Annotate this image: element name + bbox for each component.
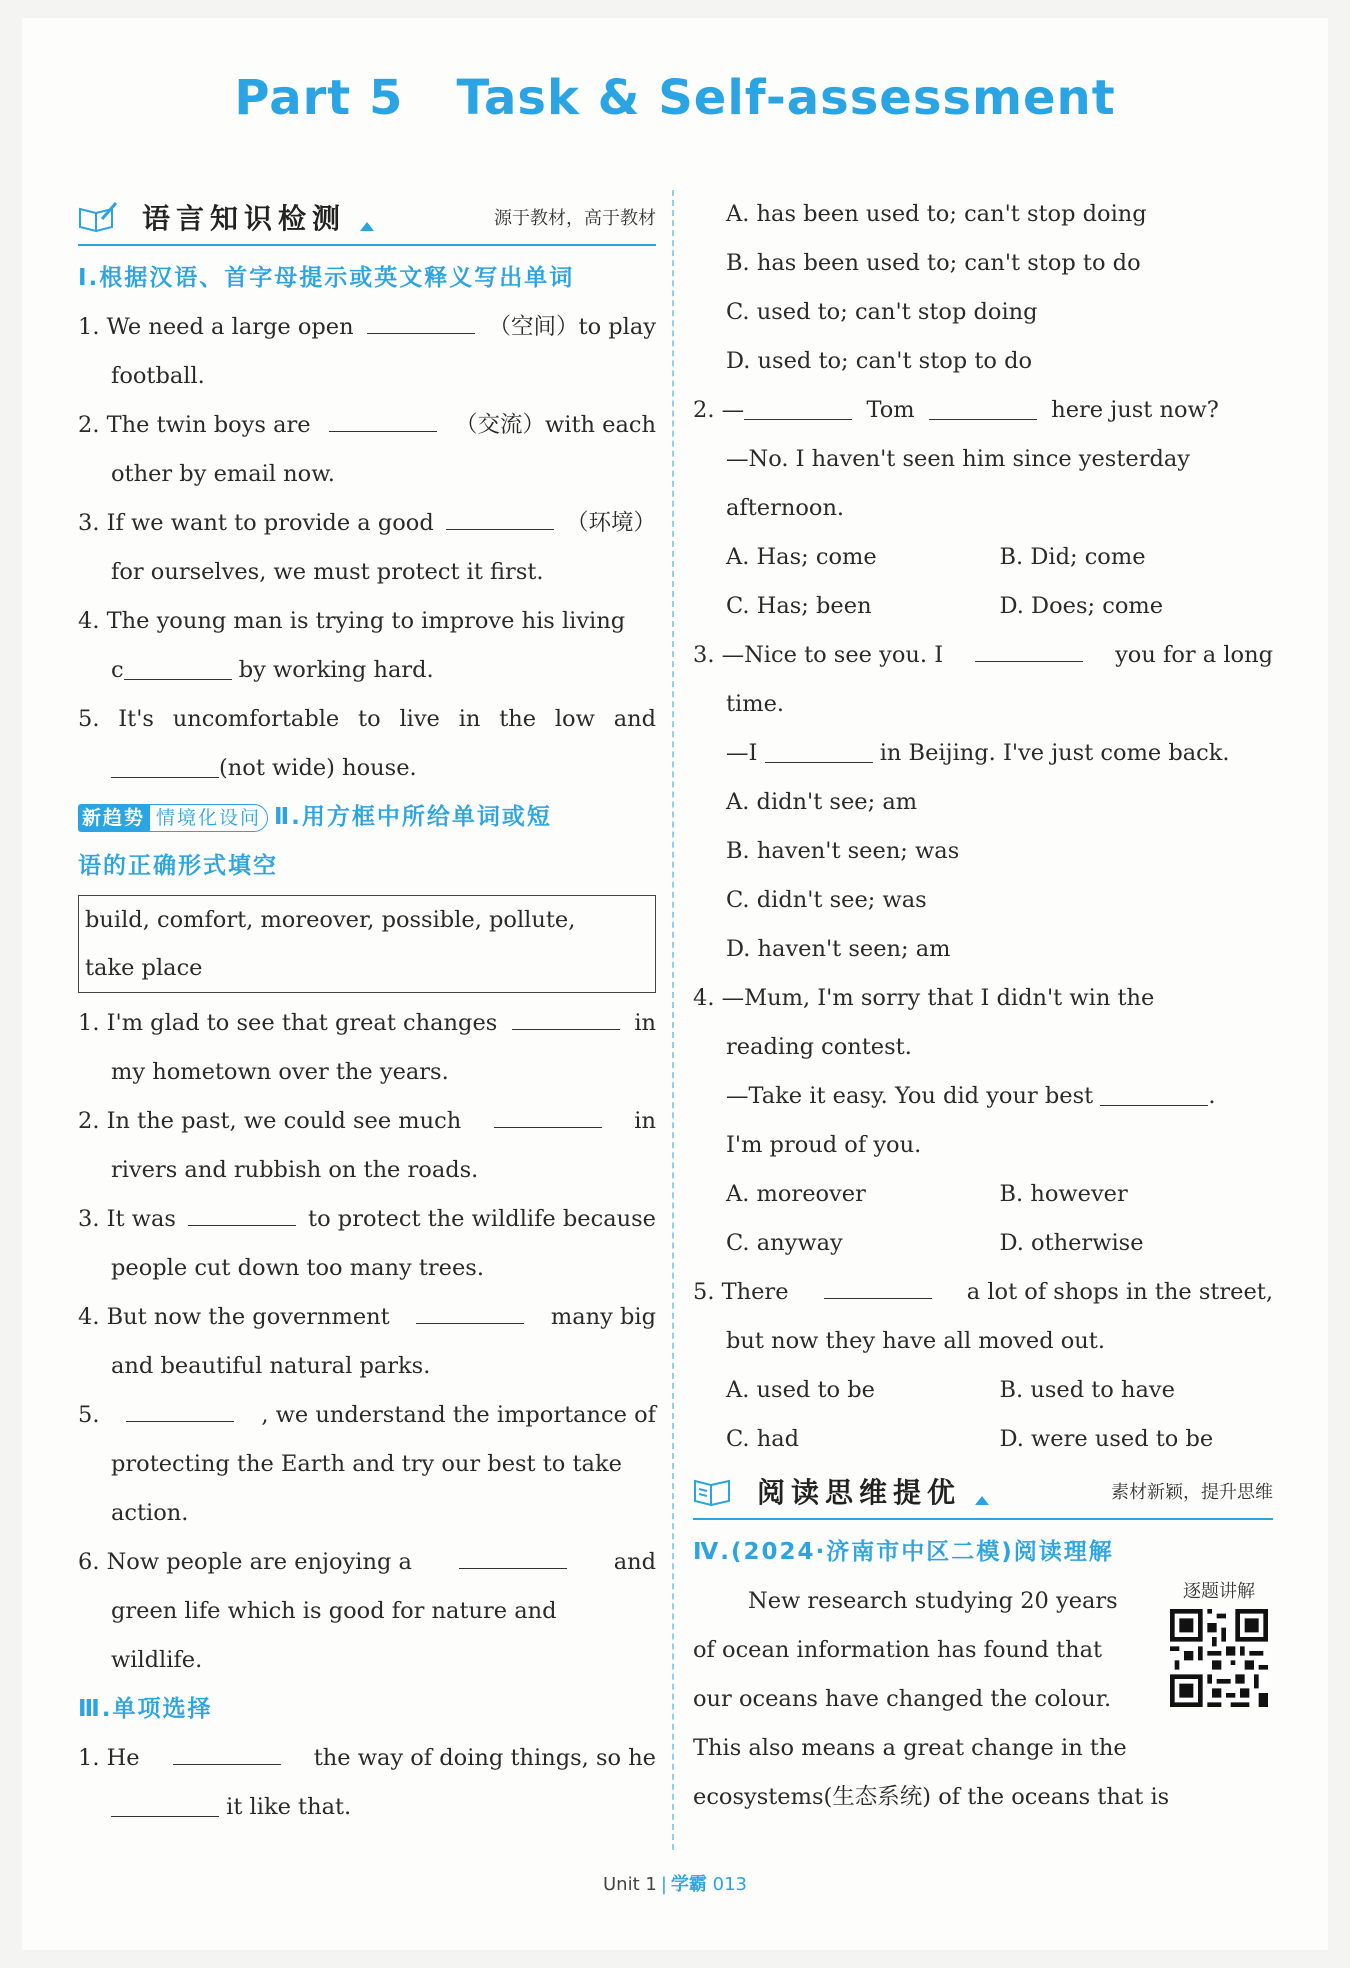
part4-title: Ⅳ.(2024·济南市中区二模)阅读理解: [693, 1539, 1114, 1565]
open-book-icon: [693, 1475, 733, 1507]
question-text: 2. In the past, we could see much: [78, 1108, 462, 1134]
part2-title: [78, 793, 656, 842]
question-text: you for a long: [1115, 642, 1273, 668]
question-text: （环境）: [565, 510, 656, 536]
question-text: （交流）with each: [455, 412, 656, 438]
answer-blank[interactable]: [329, 401, 437, 432]
question-line: [78, 499, 656, 548]
answer-blank[interactable]: [416, 1293, 524, 1324]
question-line: action.: [111, 1500, 189, 1526]
option-d[interactable]: D. Does; come: [999, 593, 1164, 619]
question-line: [78, 1538, 656, 1587]
question-line: [693, 729, 1273, 778]
question-line: —No. I haven't seen him since yesterday: [726, 446, 1190, 472]
answer-blank[interactable]: [124, 649, 232, 680]
option-a[interactable]: A. moreover: [726, 1181, 866, 1207]
answer-blank[interactable]: [446, 499, 554, 530]
question-line: [693, 631, 1273, 680]
section-heading: 阅读思维提优: [757, 1476, 962, 1509]
passage-text: New research studying 20 years: [748, 1588, 1118, 1614]
question-text: 1. I'm glad to see that great changes: [78, 1010, 498, 1036]
question-text: 4. But now the government: [78, 1304, 390, 1330]
answer-blank[interactable]: [173, 1734, 281, 1765]
answer-blank[interactable]: [111, 747, 219, 778]
passage-line: [693, 1577, 1208, 1626]
question-text: in: [634, 1108, 656, 1134]
option-row: [693, 582, 1273, 631]
option-line[interactable]: A. didn't see; am: [726, 789, 918, 815]
answer-blank[interactable]: [188, 1195, 296, 1226]
option-b[interactable]: B. Did; come: [999, 544, 1146, 570]
question-line: my hometown over the years.: [111, 1059, 449, 1085]
column-divider: [672, 190, 674, 1850]
section-heading: 语言知识检测: [142, 202, 347, 235]
question-line: time.: [726, 691, 785, 717]
question-text: 2. The twin boys are: [78, 412, 311, 438]
question-line: [693, 1268, 1273, 1317]
option-b[interactable]: B. used to have: [999, 1377, 1175, 1403]
page-footer: [0, 1870, 1350, 1896]
question-line: other by email now.: [111, 461, 335, 487]
question-line: people cut down too many trees.: [111, 1255, 484, 1281]
question-line: rivers and rubbish on the roads.: [111, 1157, 479, 1183]
word-box-line: take place: [85, 955, 203, 981]
question-line: [78, 1293, 656, 1342]
answer-blank[interactable]: [494, 1097, 602, 1128]
question-text: 1. He: [78, 1745, 140, 1771]
answer-blank[interactable]: [744, 389, 852, 420]
answer-blank[interactable]: [1100, 1075, 1208, 1106]
question-text: —I: [726, 740, 758, 766]
question-line: [78, 646, 656, 695]
question-line: football.: [111, 363, 205, 389]
section-subtitle: 素材新颖，提升思维: [1111, 1482, 1273, 1503]
option-c[interactable]: C. had: [726, 1426, 800, 1452]
question-text: 3. It was: [78, 1206, 176, 1232]
answer-blank[interactable]: [459, 1538, 567, 1569]
question-text: .: [1208, 1083, 1216, 1109]
section-header-reading: [693, 1464, 1273, 1520]
question-line: protecting the Earth and try our best to take: [111, 1451, 622, 1477]
part2-title-cont: 语的正确形式填空: [78, 853, 278, 879]
option-row: [693, 1366, 1273, 1415]
qr-label: 逐题讲解: [1183, 1581, 1255, 1602]
option-line[interactable]: C. didn't see; was: [726, 887, 927, 913]
option-row: [693, 1219, 1273, 1268]
question-text: 2. —: [693, 397, 745, 423]
question-text: a lot of shops in the street,: [966, 1279, 1273, 1305]
option-d[interactable]: D. were used to be: [999, 1426, 1214, 1452]
question-line: and beautiful natural parks.: [111, 1353, 431, 1379]
option-line[interactable]: D. haven't seen; am: [726, 936, 951, 962]
option-row: [693, 533, 1273, 582]
question-line: [78, 401, 656, 450]
answer-blank[interactable]: [824, 1268, 932, 1299]
footer-separator: |: [660, 1874, 667, 1895]
passage-line: our oceans have changed the colour.: [693, 1686, 1112, 1712]
question-line: reading contest.: [726, 1034, 912, 1060]
answer-blank[interactable]: [975, 631, 1083, 662]
option-line[interactable]: B. has been used to; can't stop to do: [726, 250, 1141, 276]
heading-marker: [975, 1496, 989, 1505]
question-line: [78, 744, 656, 793]
question-text: 1. We need a large open: [78, 314, 354, 340]
question-line: [78, 1097, 656, 1146]
passage-line: of ocean information has found that: [693, 1637, 1103, 1663]
left-column: [78, 190, 656, 1832]
reading-passage: [693, 1577, 1273, 1822]
option-line[interactable]: D. used to; can't stop to do: [726, 348, 1033, 374]
part1-title: Ⅰ.根据汉语、首字母提示或英文释义写出单词: [78, 265, 575, 291]
question-line: [78, 1783, 656, 1832]
page-title: Part 5 Task & Self-assessment: [234, 70, 1116, 126]
question-line: [78, 1391, 656, 1440]
question-text: in Beijing. I've just come back.: [879, 740, 1230, 766]
section-header-language: [78, 190, 656, 246]
book-pen-icon: [78, 201, 118, 233]
question-text: it like that.: [226, 1794, 352, 1820]
answer-blank[interactable]: [126, 1391, 234, 1422]
question-text: many big: [550, 1304, 656, 1330]
question-text: （空间）to play: [488, 314, 656, 340]
question-text: to protect the wildlife because: [308, 1206, 656, 1232]
word-box: [78, 895, 656, 993]
question-line: for ourselves, we must protect it first.: [111, 559, 544, 585]
question-text: in: [634, 1010, 656, 1036]
question-line: [78, 1734, 656, 1783]
context-badge: 情境化设问: [149, 804, 268, 832]
option-line[interactable]: A. has been used to; can't stop doing: [726, 201, 1147, 227]
passage-line: This also means a great change in the: [693, 1735, 1127, 1761]
question-line: [693, 1072, 1273, 1121]
option-b[interactable]: B. however: [999, 1181, 1128, 1207]
question-text: by working hard.: [238, 657, 434, 683]
question-line: [78, 999, 656, 1048]
question-line: afternoon.: [726, 495, 845, 521]
question-line: 5. It's uncomfortable to live in the low and: [78, 706, 656, 732]
option-a[interactable]: A. used to be: [726, 1377, 875, 1403]
footer-page-number: 013: [712, 1874, 747, 1895]
footer-unit: Unit 1: [603, 1874, 657, 1895]
question-line: wildlife.: [111, 1647, 203, 1673]
answer-blank[interactable]: [765, 732, 873, 763]
option-line[interactable]: B. haven't seen; was: [726, 838, 960, 864]
question-line: [78, 1195, 656, 1244]
question-text: —Take it easy. You did your best: [726, 1083, 1094, 1109]
question-text: , we understand the importance of: [261, 1402, 656, 1428]
question-text: 6. Now people are enjoying a: [78, 1549, 412, 1575]
question-text: 3. If we want to provide a good: [78, 510, 434, 536]
question-text: the way of doing things, so he: [313, 1745, 656, 1771]
footer-brand: 学霸: [670, 1874, 707, 1895]
answer-blank[interactable]: [111, 1786, 219, 1817]
question-text: Tom: [866, 397, 915, 423]
answer-blank[interactable]: [512, 999, 620, 1030]
option-line[interactable]: C. used to; can't stop doing: [726, 299, 1038, 325]
option-c[interactable]: C. Has; been: [726, 593, 872, 619]
question-line: 4. —Mum, I'm sorry that I didn't win the: [693, 985, 1155, 1011]
option-row: [693, 1415, 1273, 1464]
right-column: [693, 190, 1273, 1822]
question-text: (not wide) house.: [219, 755, 417, 781]
section-subtitle: 源于教材，高于教材: [494, 208, 656, 229]
question-line: but now they have all moved out.: [726, 1328, 1105, 1354]
answer-blank[interactable]: [929, 389, 1037, 420]
question-text: 5.: [78, 1402, 100, 1428]
question-text: c: [111, 657, 124, 683]
part3-title: Ⅲ.单项选择: [78, 1696, 213, 1722]
question-text: and: [613, 1549, 656, 1575]
option-c[interactable]: C. anyway: [726, 1230, 843, 1256]
option-row: [693, 1170, 1273, 1219]
answer-blank[interactable]: [367, 303, 475, 334]
question-text: 3. —Nice to see you. I: [693, 642, 944, 668]
word-box-line: build, comfort, moreover, possible, pollute,: [85, 907, 576, 933]
option-a[interactable]: A. Has; come: [726, 544, 877, 570]
heading-marker: [360, 222, 374, 231]
question-text: 5. There: [693, 1279, 789, 1305]
part2-title-text: Ⅱ.用方框中所给单词或短: [274, 804, 552, 830]
option-d[interactable]: D. otherwise: [999, 1230, 1144, 1256]
question-text: here just now?: [1051, 397, 1219, 423]
question-line: 4. The young man is trying to improve his living: [78, 608, 626, 634]
question-line: [78, 303, 656, 352]
question-line: [693, 386, 1273, 435]
new-trend-badge: 新趋势: [78, 804, 149, 832]
question-line: green life which is good for nature and: [111, 1598, 557, 1624]
passage-line: ecosystems(生态系统) of the oceans that is: [693, 1784, 1170, 1810]
question-line: I'm proud of you.: [726, 1132, 922, 1158]
